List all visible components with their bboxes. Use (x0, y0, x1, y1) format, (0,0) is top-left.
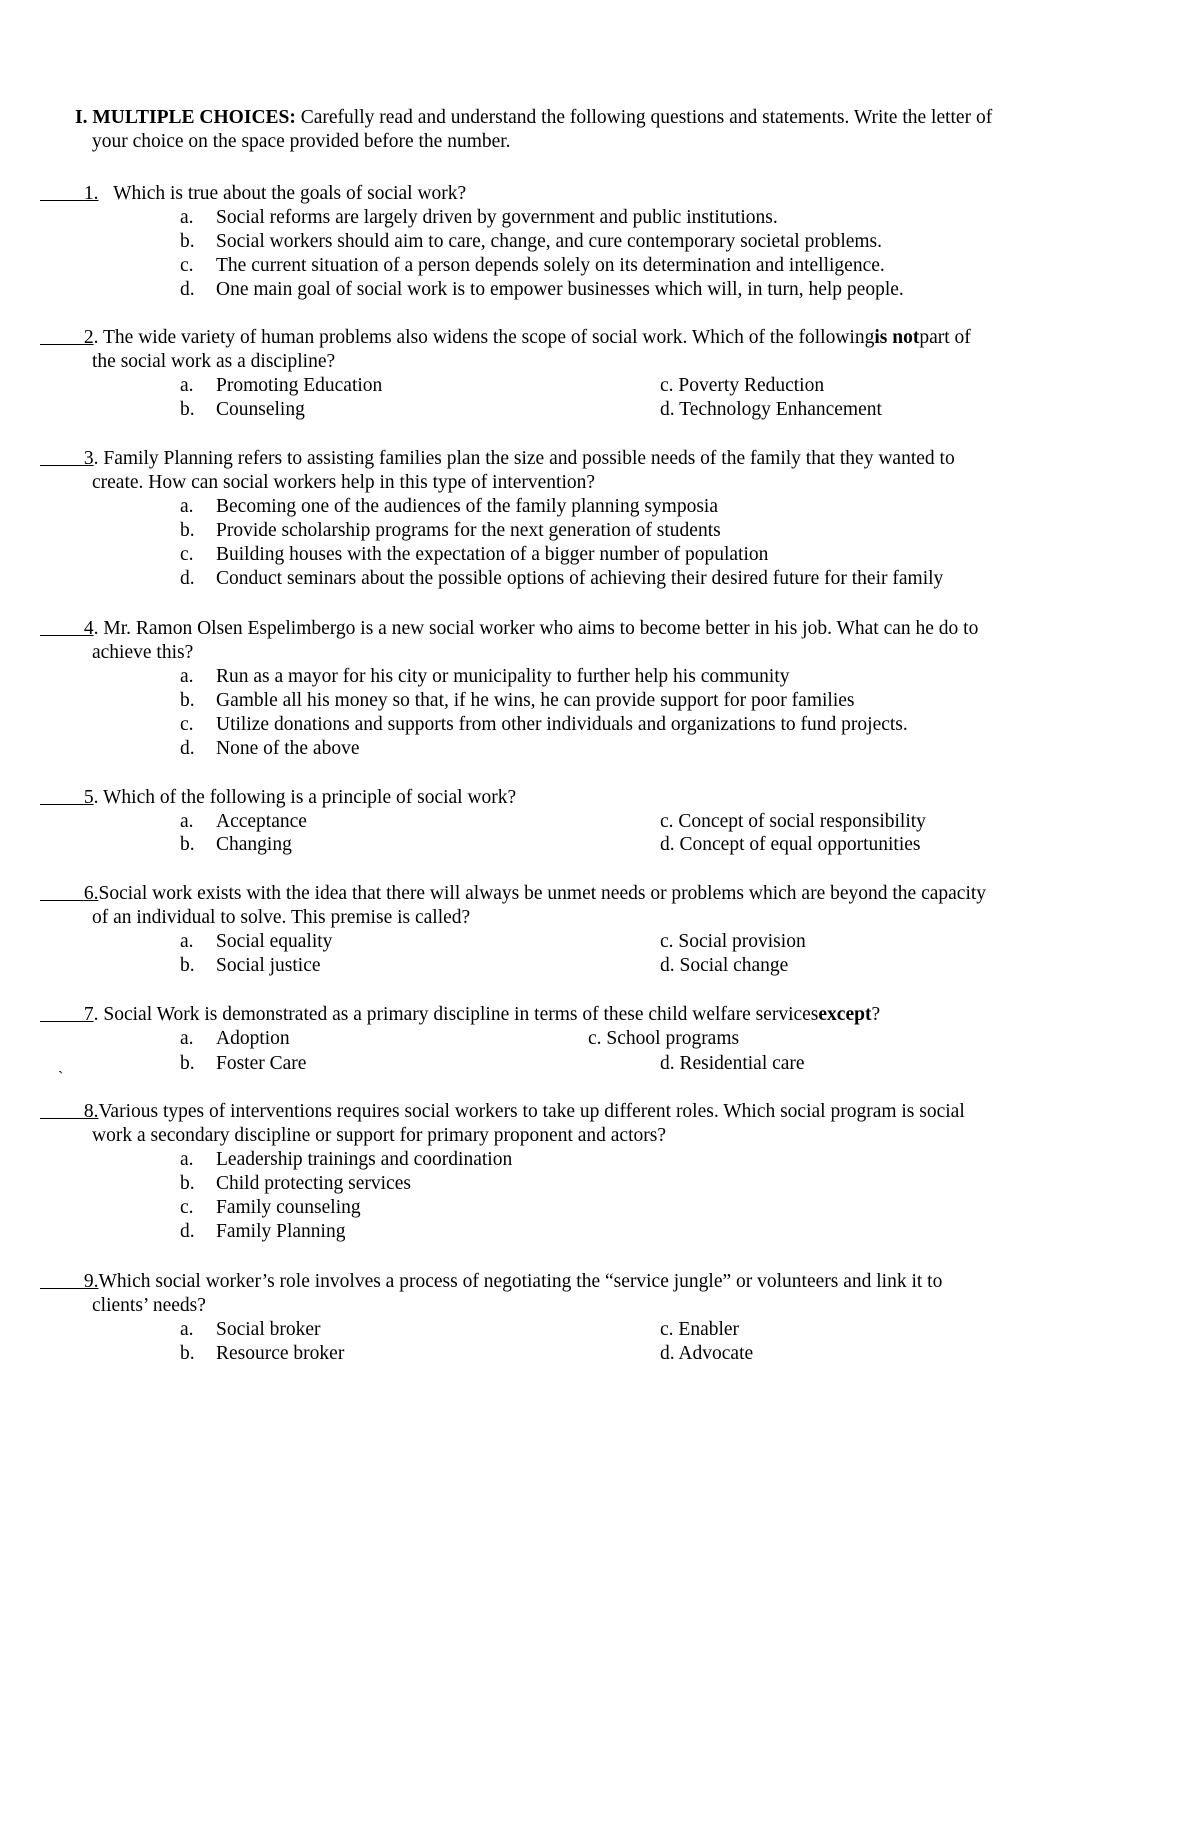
option-a: a. Social reforms are largely driven by government and public institutions. (180, 207, 778, 228)
answer-blank[interactable] (40, 1270, 84, 1294)
stray-mark: ` (58, 1069, 64, 1086)
option-b: b. Social justice (180, 955, 321, 976)
answer-blank[interactable] (40, 617, 84, 641)
answer-blank[interactable] (40, 882, 84, 906)
option-d: d. None of the above (180, 738, 360, 759)
option-d: d. Residential care (660, 1053, 805, 1074)
question-7: 7 . Social Work is demonstrated as a primary discipline in terms of these child welfare services except ? (40, 1003, 1120, 1027)
option-d: d. Social change (660, 955, 789, 976)
option-b: b. Child protecting services (180, 1173, 411, 1194)
emphasis: except (818, 1004, 872, 1025)
option-c: c. Concept of social responsibility (660, 811, 926, 832)
option-b: b. Foster Care (180, 1053, 307, 1074)
question-text-continued: the social work as a discipline? (92, 351, 336, 372)
question-number: 9. (83, 1271, 99, 1292)
question-text: . Family Planning refers to assisting families plan the size and possible needs of the family that they wanted to (93, 448, 955, 469)
instructions-line-2: your choice on the space provided before the number. (92, 131, 511, 152)
option-c: c. The current situation of a person depends solely on its determination and intelligence. (180, 255, 885, 276)
option-c: c. Building houses with the expectation of a bigger number of population (180, 544, 769, 565)
option-c: c. Enabler (660, 1319, 740, 1340)
question-text-continued: create. How can social workers help in this type of intervention? (92, 472, 596, 493)
question-8 (40, 1100, 1120, 1148)
option-d: d. One main goal of social work is to empower businesses which will, in turn, help people. (180, 279, 904, 300)
question-number: 4 (83, 618, 94, 639)
question-3 (40, 447, 1120, 495)
option-d: d. Family Planning (180, 1221, 346, 1242)
question-text: Social work exists with the idea that there will always be unmet needs or problems which are beyond the capacity (98, 883, 987, 904)
question-text: Which is true about the goals of social work? (113, 183, 467, 204)
option-d: d. Concept of equal opportunities (660, 834, 921, 855)
option-d: d. Conduct seminars about the possible options of achieving their desired future for their family (180, 568, 944, 589)
option-b: b. Resource broker (180, 1343, 345, 1364)
question-text-continued: of an individual to solve. This premise is called? (92, 907, 471, 928)
question-text-continued: work a secondary discipline or support for primary proponent and actors? (92, 1125, 666, 1146)
option-a: a. Social broker (180, 1319, 321, 1340)
question-text-continued: clients’ needs? (92, 1295, 206, 1316)
option-c: c. School programs (588, 1028, 740, 1049)
question-number: 1. (83, 183, 99, 204)
question-number: 2 (83, 327, 94, 348)
question-text: Various types of interventions requires social workers to take up different roles. Which social program is social (98, 1101, 965, 1122)
option-a: a. Promoting Education (180, 375, 383, 396)
option-b: b. Social workers should aim to care, change, and cure contemporary societal problems. (180, 231, 883, 252)
question-number: 6. (83, 883, 99, 904)
answer-blank[interactable] (40, 182, 84, 206)
answer-blank[interactable] (40, 1100, 84, 1124)
question-6 (40, 882, 1120, 930)
option-a: a. Leadership trainings and coordination (180, 1149, 513, 1170)
question-text: . Which of the following is a principle of social work? (93, 787, 517, 808)
question-number: 8. (83, 1101, 99, 1122)
option-b: b. Changing (180, 834, 292, 855)
option-a: a. Run as a mayor for his city or municipality to further help his community (180, 666, 790, 687)
option-a: a. Social equality (180, 931, 333, 952)
section-heading (75, 106, 1125, 154)
question-text: . Mr. Ramon Olsen Espelimbergo is a new social worker who aims to become better in his job. What can he do to (93, 618, 979, 639)
answer-blank[interactable] (40, 1003, 84, 1027)
option-d: d. Advocate (660, 1343, 754, 1364)
section-title: I. MULTIPLE CHOICES: (75, 107, 296, 128)
emphasis: is not (874, 327, 920, 348)
option-a: a. Becoming one of the audiences of the family planning symposia (180, 496, 719, 517)
question-4 (40, 617, 1120, 665)
option-b: b. Counseling (180, 399, 305, 420)
option-c: c. Poverty Reduction (660, 375, 825, 396)
option-a: a. Acceptance (180, 811, 307, 832)
answer-blank[interactable] (40, 447, 84, 471)
question-1 (40, 182, 1120, 206)
question-number: 7 (83, 1004, 94, 1025)
option-d: d. Technology Enhancement (660, 399, 882, 420)
option-a: a. Adoption (180, 1028, 290, 1049)
question-text: . The wide variety of human problems also widens the scope of social work. Which of the following (93, 327, 875, 348)
instructions-line-1: Carefully read and understand the following questions and statements. Write the letter of (295, 107, 993, 128)
question-5 (40, 786, 1120, 810)
question-number: 3 (83, 448, 94, 469)
option-b: b. Provide scholarship programs for the next generation of students (180, 520, 721, 541)
option-c: c. Social provision (660, 931, 806, 952)
question-9 (40, 1270, 1120, 1318)
option-c: c. Family counseling (180, 1197, 361, 1218)
option-b: b. Gamble all his money so that, if he wins, he can provide support for poor families (180, 690, 855, 711)
question-text: Which social worker’s role involves a process of negotiating the “service jungle” or volunteers and link it to (98, 1271, 943, 1292)
question-text: . Social Work is demonstrated as a primary discipline in terms of these child welfare services (93, 1004, 819, 1025)
question-2: 2 . The wide variety of human problems also widens the scope of social work. Which of the following is not part of the social work as a discipline? (40, 326, 1120, 374)
question-number: 5 (83, 787, 94, 808)
answer-blank[interactable] (40, 786, 84, 810)
option-c: c. Utilize donations and supports from other individuals and organizations to fund projects. (180, 714, 908, 735)
question-text-continued: achieve this? (92, 642, 194, 663)
answer-blank[interactable] (40, 326, 84, 350)
